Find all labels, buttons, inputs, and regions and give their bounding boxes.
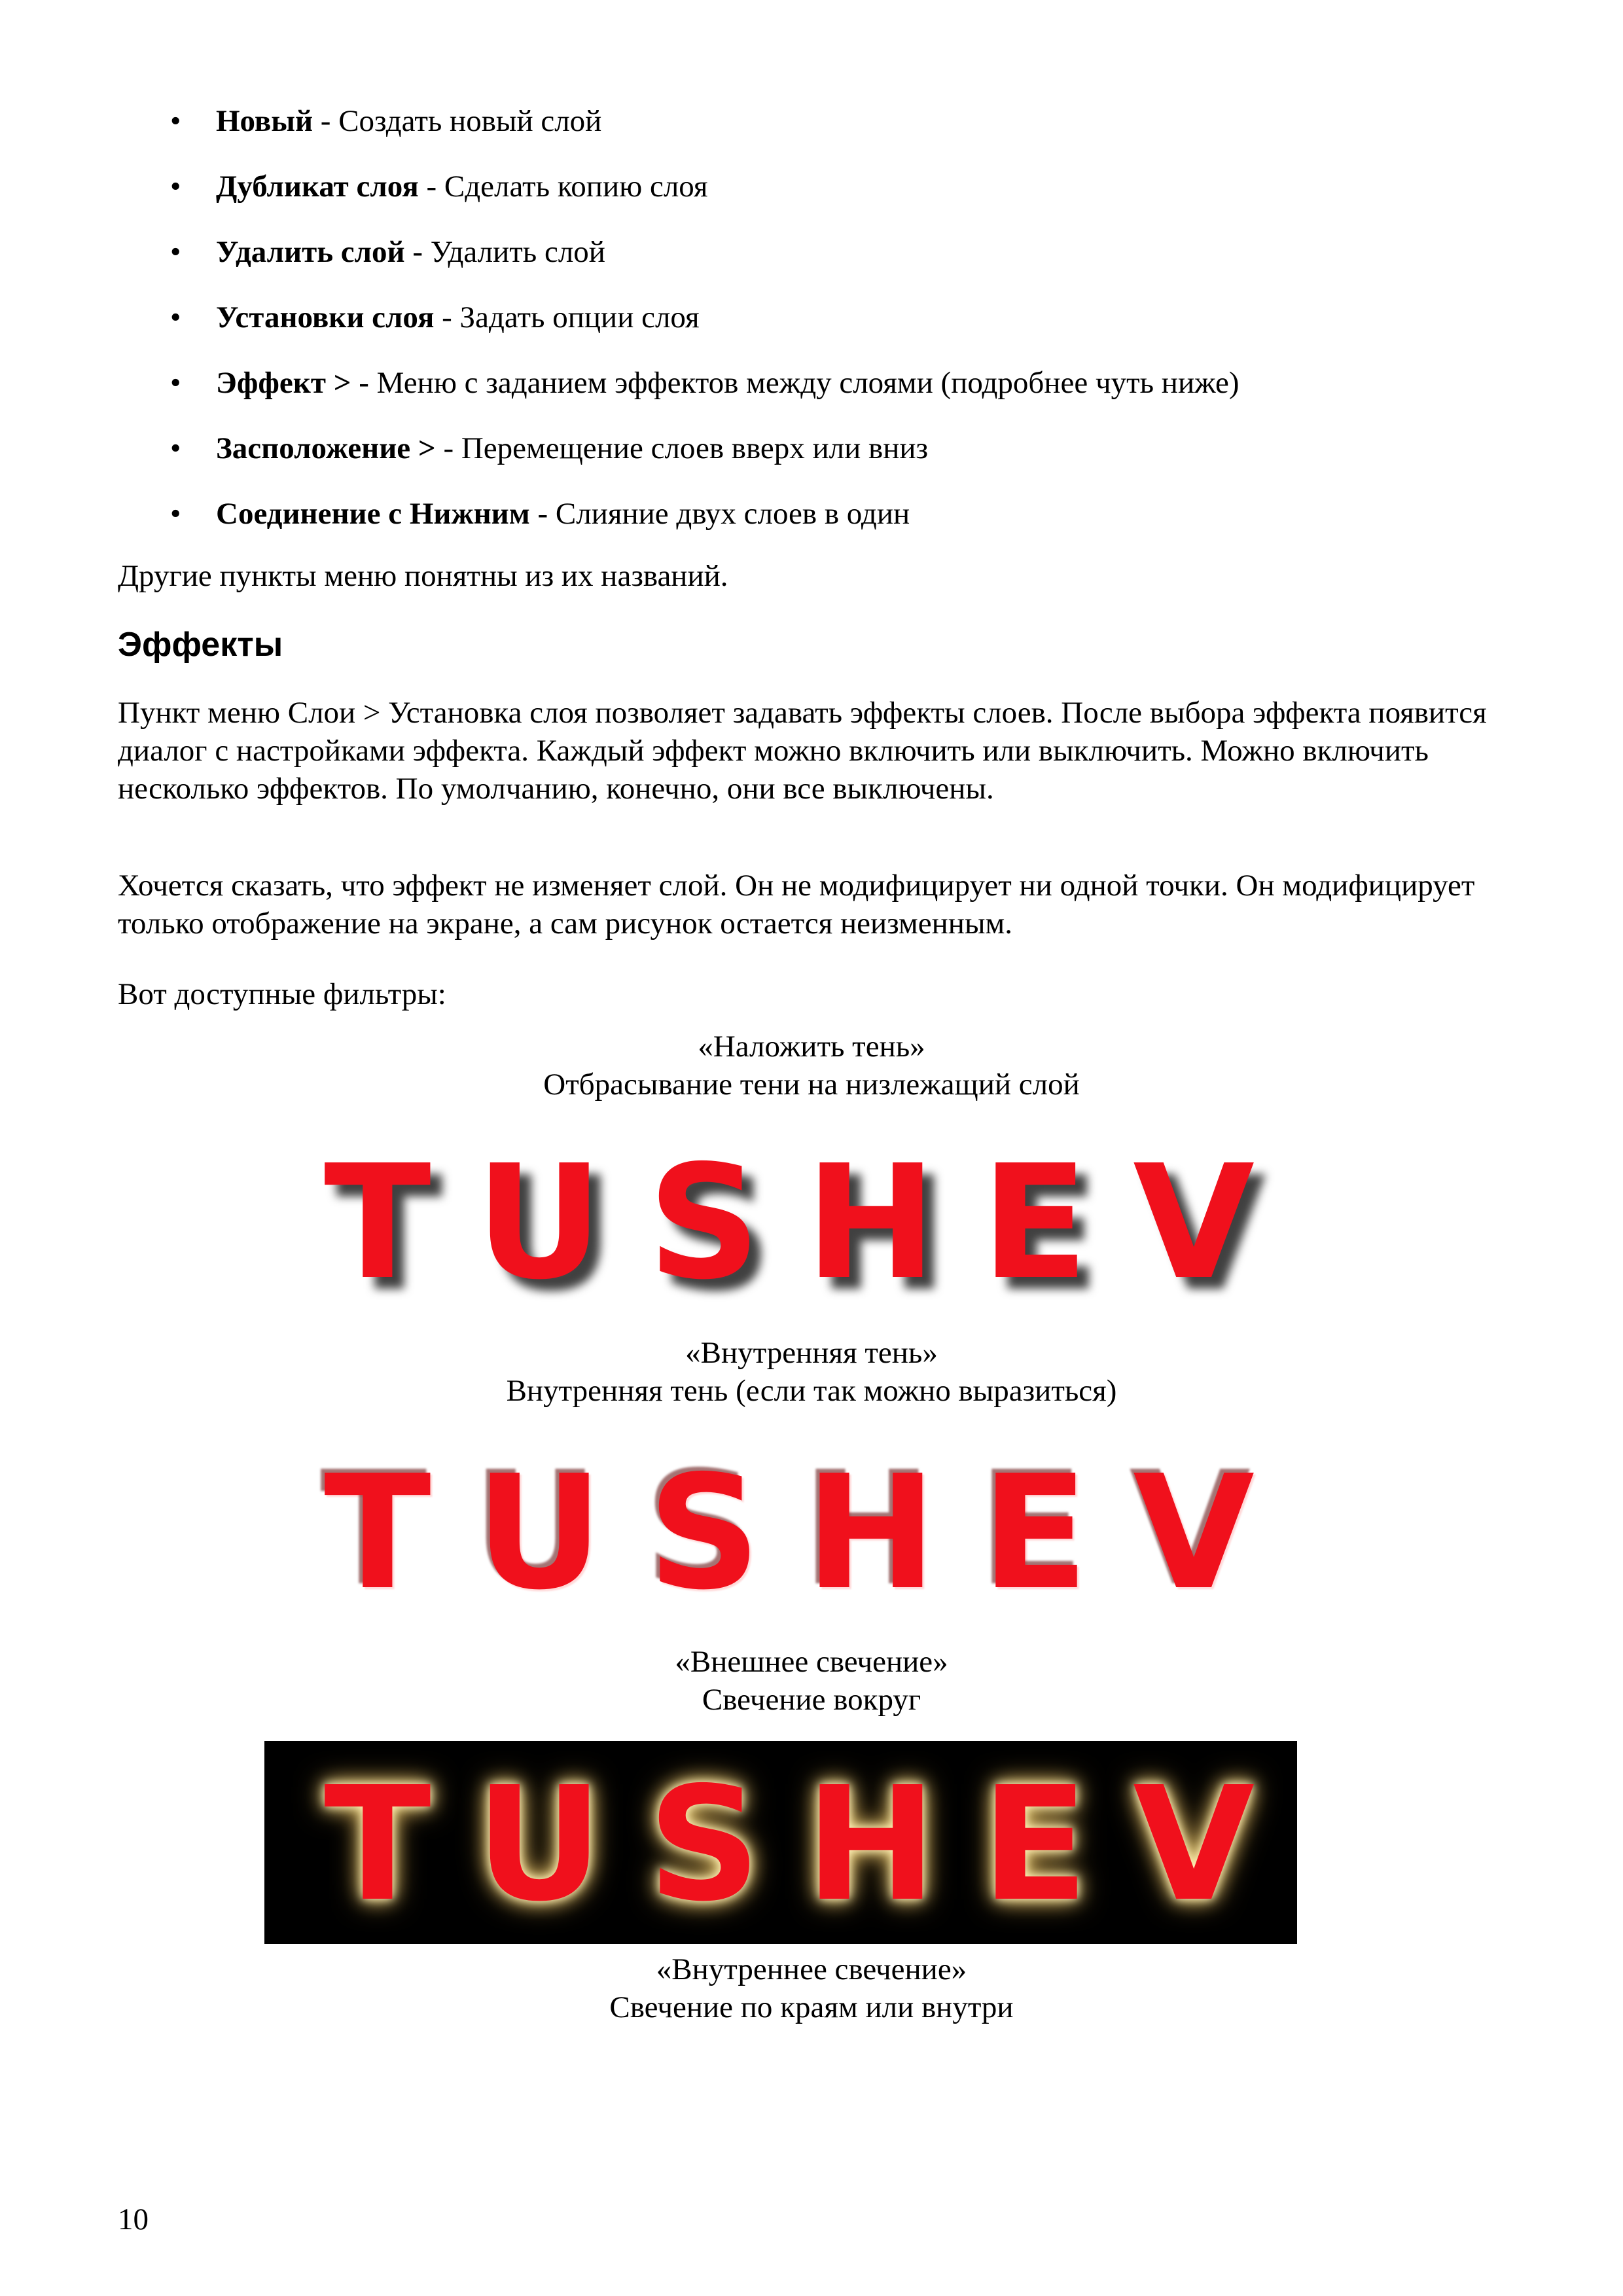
menu-desc: - Удалить слой [404,235,605,269]
menu-desc: - Перемещение слоев вверх или вниз [435,431,929,465]
outer-glow-demo-image: TUSHEV [324,1753,1299,1936]
effects-heading: Эффекты [118,626,283,664]
filter-subtitle: Внутренняя тень (если так можно выразиться) [506,1374,1117,1408]
list-item [118,160,1492,226]
menu-term: Удалить слой [216,235,405,269]
filter-subtitle: Свечение вокруг [702,1683,921,1717]
filter-title: «Наложить тень» [698,1030,925,1064]
effects-paragraph-2: Хочется сказать, что эффект не изменяет слой. Он не модифицирует ни одной точки. Он модифицирует только отображение на экране, а сам рисунок остается неизменным. [118,869,1475,941]
list-item [118,357,1492,422]
menu-desc: - Создать новый слой [313,104,602,138]
bullet: • [170,170,181,204]
page-number: 10 [118,2202,149,2236]
bullet: • [170,366,181,400]
bullet: • [170,431,181,465]
list-item [118,422,1492,488]
effects-paragraph-1: Пункт меню Слои > Установка слоя позволяет задавать эффекты слоев. После выбора эффекта появится диалог с настройками эффекта. Каждый эффект можно включить или выключить. Можно включить несколько эффектов. По умолчанию, конечно, они все выключены. [118,696,1487,806]
menu-term: Установки слоя [216,300,435,334]
list-item [118,291,1492,357]
drop-shadow-demo-image: TUSHEV [324,1131,1299,1314]
list-item [118,226,1492,291]
bullet: • [170,300,181,334]
menu-desc: - Сделать копию слоя [418,170,708,204]
other-items-paragraph: Другие пункты меню понятны из их названий. [118,559,728,593]
filter-subtitle: Свечение по краям или внутри [609,1990,1014,2024]
menu-desc: - Меню с заданием эффектов между слоями (подробнее чуть ниже) [351,366,1240,400]
menu-desc: - Задать опции слоя [434,300,700,334]
list-item [118,488,1492,553]
layer-menu-list [118,95,1492,553]
menu-term: Дубликат слоя [216,170,419,204]
inner-shadow-demo-image: TUSHEV [324,1441,1299,1624]
bullet: • [170,497,181,531]
menu-term: Засположение > [216,431,436,465]
filter-title: «Внешнее свечение» [675,1645,948,1679]
filter-title: «Внутренняя тень» [685,1336,938,1370]
filter-title: «Внутреннее свечение» [656,1952,967,1986]
menu-term: Соединение с Нижним [216,497,530,531]
menu-term: Эффект > [216,366,351,400]
filters-intro: Вот доступные фильтры: [118,977,446,1011]
list-item [118,95,1492,160]
menu-desc: - Слияние двух слоев в один [529,497,910,531]
menu-term: Новый [216,104,313,138]
bullet: • [170,235,181,269]
filter-subtitle: Отбрасывание тени на низлежащий слой [543,1067,1080,1102]
bullet: • [170,104,181,138]
